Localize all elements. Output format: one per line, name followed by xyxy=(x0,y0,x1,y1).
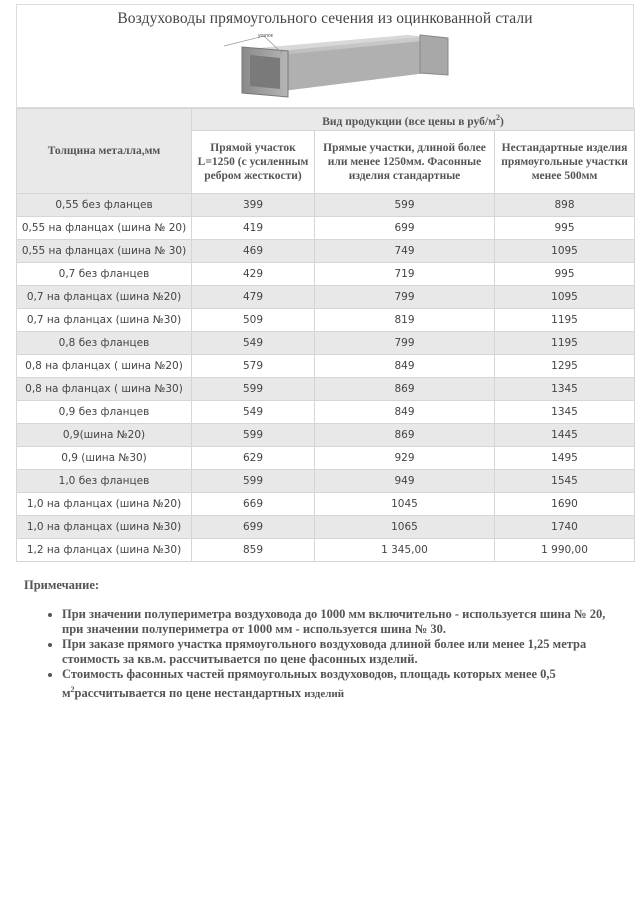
row-header-thickness: Толщина металла,мм xyxy=(17,109,192,194)
note-item: • При значении полупериметра воздуховода до 1000 мм включительно - используется шина № 20, при значении полупериметра от 1000 мм - используется шина № 30. xyxy=(62,607,624,637)
group-header: Вид продукции (все цены в руб/$м^2$) xyxy=(192,109,635,131)
table-row: 0,7 на фланцах (шина №30) 509 819 1195 xyxy=(17,309,635,332)
table-row: 0,8 без фланцев 549 799 1195 xyxy=(17,332,635,355)
column-header-straight: Прямой участок L=1250 (с усиленным ребром жесткости) xyxy=(192,131,315,194)
note-item: • При заказе прямого участка прямоугольного воздуховода длиной более или менее 1,25 метра стоимость за кв.м. рассчитывается по цене фасонных изделий. xyxy=(62,637,624,667)
table-row: 1,2 на фланцах (шина №30) 859 1 345,00 1 990,00 xyxy=(17,539,635,562)
table-row: 1,0 без фланцев 599 949 1545 xyxy=(17,470,635,493)
notes-section xyxy=(24,578,624,702)
column-header-shaped: Прямые участки, длиной более или менее 1250мм. Фасонные изделия стандартные xyxy=(315,131,495,194)
notes-title: Примечание: xyxy=(24,578,100,592)
duct-label: уголок xyxy=(258,33,273,39)
table-row: 0,9(шина №20) 599 869 1445 xyxy=(17,424,635,447)
title-block xyxy=(16,4,634,108)
table-row: 0,9 без фланцев 549 849 1345 xyxy=(17,401,635,424)
table-row: 0,55 на фланцах (шина № 30) 469 749 1095 xyxy=(17,240,635,263)
note-item: • Стоимость фасонных частей прямоугольных воздуховодов, площадь которых менее 0,5 $м^2рассчитывается$ по цене нестандартных изделий xyxy=(62,667,624,702)
table-row: 0,7 на фланцах (шина №20) 479 799 1095 xyxy=(17,286,635,309)
table-row: 0,9 (шина №30) 629 929 1495 xyxy=(17,447,635,470)
table-row: 1,0 на фланцах (шина №20) 669 1045 1690 xyxy=(17,493,635,516)
table-row: 0,7 без фланцев 429 719 995 xyxy=(17,263,635,286)
table-row: 0,8 на фланцах ( шина №20) 579 849 1295 xyxy=(17,355,635,378)
document-title: Воздуховоды прямоугольного сечения из оцинкованной стали xyxy=(117,10,533,27)
notes-list xyxy=(24,607,624,702)
table-row: 1,0 на фланцах (шина №30) 699 1065 1740 xyxy=(17,516,635,539)
table-row: 0,55 на фланцах (шина № 20) 419 699 995 xyxy=(17,217,635,240)
price-table xyxy=(16,108,635,562)
price-sheet xyxy=(16,4,634,562)
table-row: 0,8 на фланцах ( шина №30) 599 869 1345 xyxy=(17,378,635,401)
column-header-nonstandard: Нестандартные изделия прямоугольные участки менее 500мм xyxy=(495,131,635,194)
rectangular-duct-image xyxy=(220,31,452,105)
table-row: 0,55 без фланцев 399 599 898 xyxy=(17,194,635,217)
